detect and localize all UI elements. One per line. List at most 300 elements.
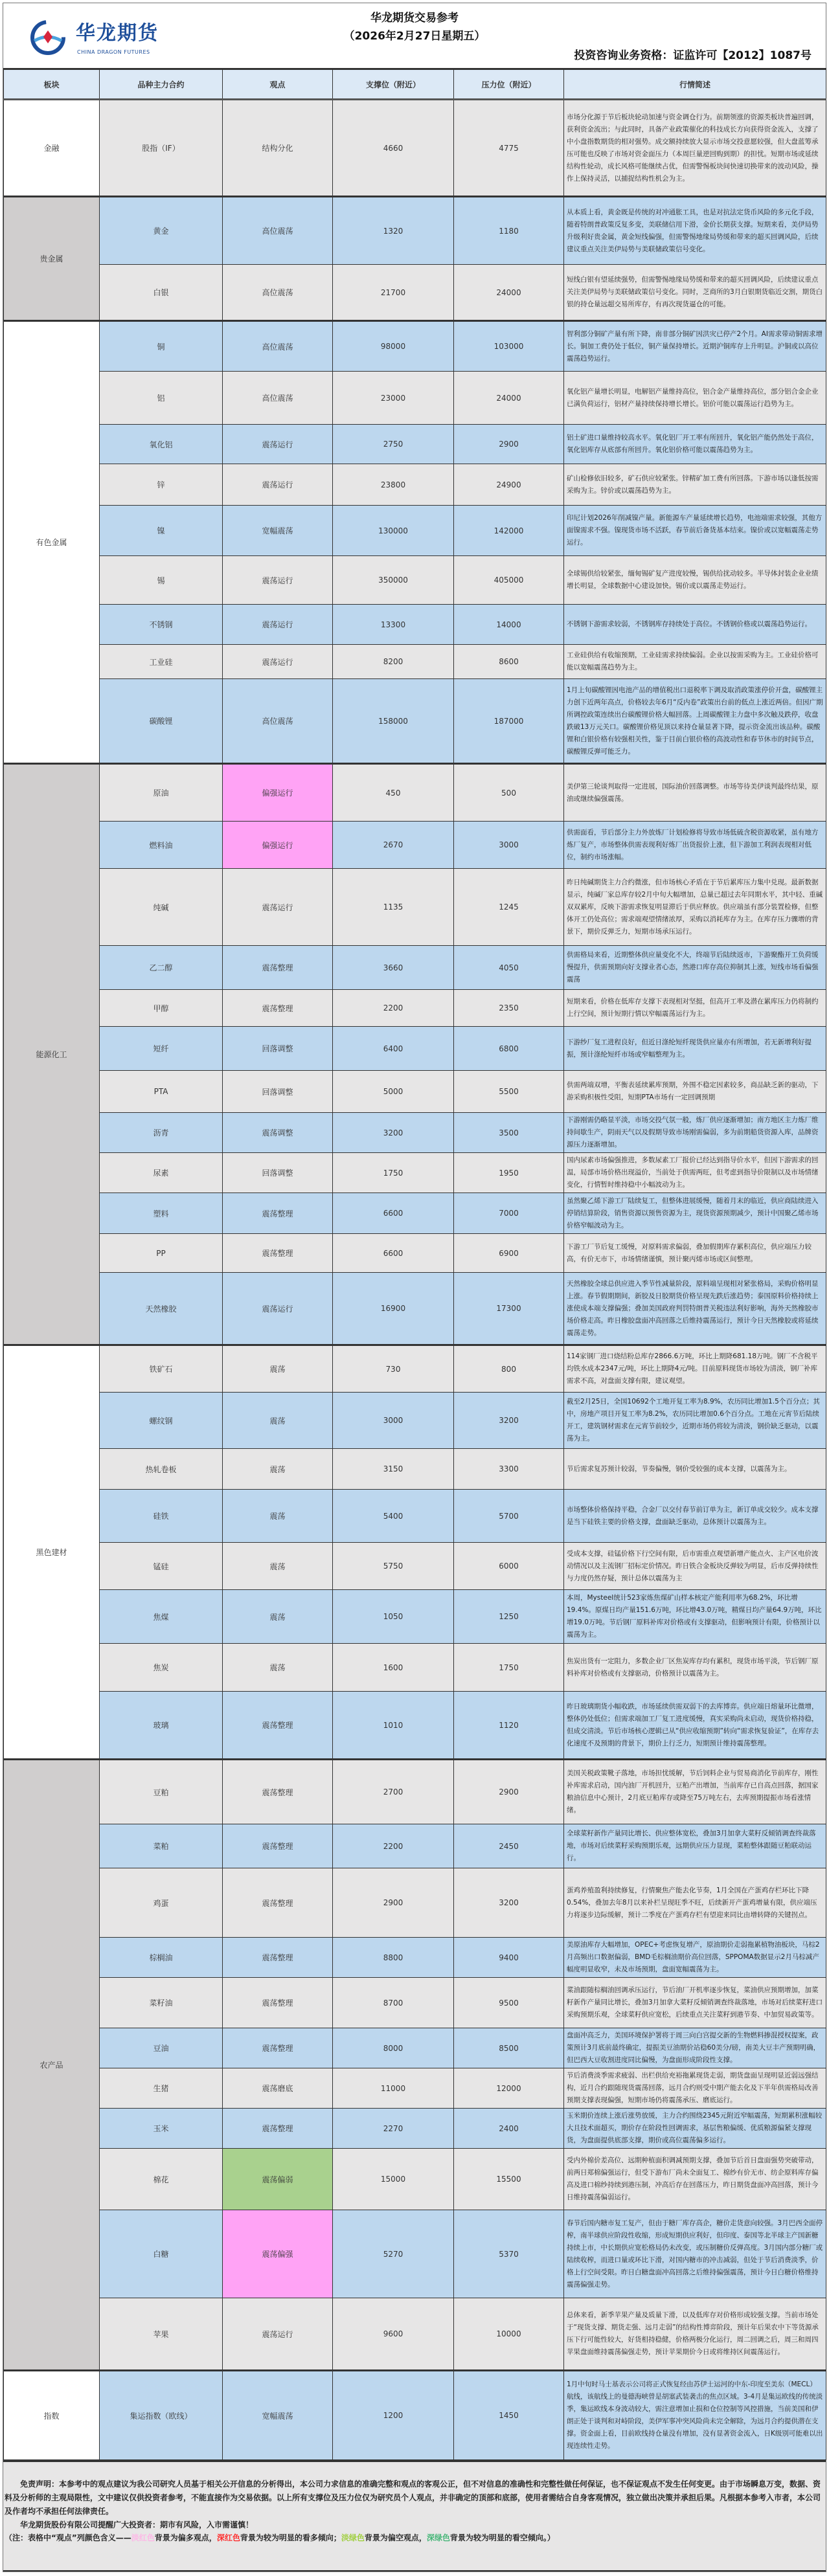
view-cell: 震荡整理	[223, 1692, 333, 1760]
summary-cell: 受内外棉价差高位、远期种植面积调减预期支撑，叠加节后首日盘面强势突破带动，前两日郑棉偏强运行，但受下游布厂尚未全面复工、棉纱有价无市、纺企原料库存偏高及进口棉纱持续到港压制，冲高后存在回落压力，昨日期货盘面冲高回落，预计今日维持震荡偏弱运行。	[564, 2149, 826, 2210]
sector-cell: 黑色建材	[4, 1345, 100, 1760]
support-cell: 2270	[333, 2109, 454, 2149]
table-row	[4, 990, 826, 1027]
page-frame	[3, 3, 826, 2572]
support-cell: 1200	[333, 2371, 454, 2460]
support-cell: 11000	[333, 2068, 454, 2109]
view-cell: 震荡偏强	[223, 2210, 333, 2298]
table-row	[4, 1868, 826, 1938]
report-title: 华龙期货交易参考	[370, 12, 459, 25]
table-row	[4, 1113, 826, 1153]
contract-cell: 碳酸锂	[100, 679, 223, 764]
resistance-cell: 3000	[454, 822, 564, 869]
resistance-cell: 1120	[454, 1692, 564, 1760]
view-cell: 震荡整理	[223, 1760, 333, 1824]
contract-cell: 工业硅	[100, 645, 223, 679]
summary-cell: 工业硅供给有收缩预期，工业硅需求持续偏弱。企业以按需采购为主。工业硅价格可能以宽幅震荡趋势为主。	[564, 645, 826, 679]
table-row	[4, 946, 826, 990]
legend-light-green-text: 背景为偏空观点，	[364, 2533, 427, 2542]
contract-cell: 短纤	[100, 1027, 223, 1071]
summary-cell: 114家钢厂进口烧结粉总库存2866.6万吨，环比上期降681.18万吨。钢厂不含税平均铁水成本2347元/吨，环比上期降4元/吨。目前原料现货市场较为清淡，钢厂补库需求不高，对盘面支撑有限，建议观望。	[564, 1345, 826, 1393]
resistance-cell: 8500	[454, 2028, 564, 2068]
summary-cell: 从本质上看，黄金既是传统的对冲通胀工具，也是对抗法定货币风险的多元化手段，随着特朗普政策反复多变，美联储信用下滑，金价长期获支撑。短期来看，美伊局势升级利好贵金属，黄金短线偏强，但需警惕地缘局势缓和带来的超买回调风险，后续建议重点关注美伊局势与美联储政策信号变化。	[564, 197, 826, 265]
summary-cell: 节后消费淡季需求疲弱、出栏供给充裕拖累现货走弱，期货盘面呈现明显近弱远强结构，近月合约跟随现货震荡回落，远月合约则受中期产能去化及下半年供需格局改善预期支撑表现偏强，短期市场仍将震荡承压、磨底运行。	[564, 2068, 826, 2109]
resistance-cell: 6800	[454, 1027, 564, 1071]
table-row	[4, 1644, 826, 1692]
support-cell: 450	[333, 764, 454, 822]
contract-cell: 豆油	[100, 2028, 223, 2068]
support-cell: 158000	[333, 679, 454, 764]
resistance-cell: 1950	[454, 1153, 564, 1193]
table-row	[4, 1393, 826, 1449]
resistance-cell: 142000	[454, 506, 564, 556]
contract-cell: PP	[100, 1234, 223, 1273]
contract-cell: 棉花	[100, 2149, 223, 2210]
support-cell: 4660	[333, 100, 454, 197]
table-row	[4, 556, 826, 605]
resistance-cell: 7000	[454, 1193, 564, 1234]
contract-cell: 菜籽油	[100, 1978, 223, 2028]
table-row	[4, 1978, 826, 2028]
resistance-cell: 2450	[454, 1824, 564, 1868]
table-row	[4, 1345, 826, 1393]
contract-cell: 热轧卷板	[100, 1449, 223, 1490]
resistance-cell: 17300	[454, 1273, 564, 1345]
contract-cell: 豆粕	[100, 1760, 223, 1824]
resistance-cell: 3200	[454, 1868, 564, 1938]
summary-cell: 本周，Mysteel统计523家炼焦煤矿山样本核定产能利用率为68.2%，环比增19.4%。原煤日均产量151.6万吨，环比增43.0万吨，精煤日均产量64.9万吨，环比增19.0万吨。节后钢厂原料补库对价格或有支撑驱动，但影响预计有限，价格预计以震荡为主。	[564, 1590, 826, 1644]
summary-cell: 国内尿素市场偏强推进，多数尿素工厂报价已经达到指导价水平，但因下游需求的回温，局部市场价格出现溢价，当前处于供需两旺，但考虑到指导价限制以及市场情绪变化，行情暂时维持稳中小幅波动为主。	[564, 1153, 826, 1193]
view-cell: 震荡运行	[223, 464, 333, 506]
view-cell: 宽幅震荡	[223, 506, 333, 556]
view-cell: 高位震荡	[223, 265, 333, 321]
view-cell: 震荡磨底	[223, 2068, 333, 2109]
support-cell: 3000	[333, 1393, 454, 1449]
trading-reference-table	[3, 68, 826, 2460]
view-cell: 偏强运行	[223, 822, 333, 869]
contract-cell: 不锈钢	[100, 605, 223, 645]
col-header-sector: 板块	[4, 69, 100, 100]
view-cell: 震荡	[223, 1543, 333, 1590]
col-header-view: 观点	[223, 69, 333, 100]
summary-cell: 下游刚需仍略显平淡，市场交投气氛一般，炼厂供应逐渐增加；南方地区主力炼厂维持间歇生产，阴雨天气以及假期导致市场刚需偏弱，多为前期船货资源入库，品牌资源压力逐渐增加。	[564, 1113, 826, 1153]
report-date: （2026年2月27日星期五）	[343, 30, 486, 43]
table-row	[4, 1027, 826, 1071]
contract-cell: 苹果	[100, 2298, 223, 2371]
contract-cell: 尿素	[100, 1153, 223, 1193]
resistance-cell: 9400	[454, 1938, 564, 1978]
summary-cell: 印尼计划2026年削减镍产量。新能源车产量延续增长趋势，电池端需求较强，其他方面镍需求不强。镍现货市场不活跃，春节前后备货基本结束。镍价或以宽幅震荡走势运行。	[564, 506, 826, 556]
col-header-contract: 品种主力合约	[100, 69, 223, 100]
contract-cell: 玉米	[100, 2109, 223, 2149]
view-cell: 震荡运行	[223, 556, 333, 605]
view-cell: 回落调整	[223, 1071, 333, 1113]
summary-cell: 昨日纯碱期货主力合约微涨，但市场核心矛盾在于节后累库压力集中兑现。最新数据显示，纯碱厂家总库存较2月中旬大幅增加，总量已超过去年同期水平，其中轻、重碱双双累库，反映下游需求恢复明显滞后于供应释放。供应端虽有部分装置检修，但整体开工仍处高位；需求端观望情绪浓厚，采购以消耗库存为主。在库存压力骤增的背景下，期价反弹乏力，短期市场承压运行。	[564, 869, 826, 946]
summary-cell: 矿山检修依旧较多，矿石供应较紧张。锌精矿加工费有所回落。下游市场以逢低按需采购为主。锌价或以震荡趋势为主。	[564, 464, 826, 506]
summary-cell: 虽然聚乙烯下游工厂陆续复工，但整体进展缓慢，随着月末的临近，供应商陆续进入停销结算阶段，销售资源以预售资源为主，现货资源预期减少，预计中国聚乙烯市场价格窄幅波动为主。	[564, 1193, 826, 1234]
view-cell: 震荡整理	[223, 1868, 333, 1938]
support-cell: 2750	[333, 425, 454, 464]
support-cell: 13300	[333, 605, 454, 645]
support-cell: 6400	[333, 1027, 454, 1071]
summary-cell: 菜油跟随棕榈油回调承压运行，节后油厂开机率逐步恢复，菜油供应预期增加，加菜籽新作产量同比增长，叠加3月加拿大菜籽反倾销调查终裁落地，市场对后续菜籽进口采购预期乐观，全球菜籽供应宽松，后续重点关注菜籽到港节奏、中加贸易政策等。	[564, 1978, 826, 2028]
col-header-support: 支撑位（附近）	[333, 69, 454, 100]
summary-cell: 短期来看，价格在低库存支撑下表现相对坚挺，但高开工率及潜在累库压力仍将制约上行空间，预计短期行情以窄幅震荡运行为主。	[564, 990, 826, 1027]
legend-light-red: 淡红色	[131, 2533, 155, 2542]
resistance-cell: 14000	[454, 605, 564, 645]
support-cell: 6600	[333, 1193, 454, 1234]
resistance-cell: 1245	[454, 869, 564, 946]
contract-cell: 锡	[100, 556, 223, 605]
contract-cell: 乙二醇	[100, 946, 223, 990]
table-row	[4, 2149, 826, 2210]
view-cell: 震荡	[223, 1590, 333, 1644]
table-row	[4, 1490, 826, 1543]
contract-cell: 硅铁	[100, 1490, 223, 1543]
table-row	[4, 265, 826, 321]
col-header-summary: 行情简述	[564, 69, 826, 100]
summary-cell: 市场分化源于节后板块轮动加速与资金调仓行为。前期领涨的资源类板块普遍回调，获利资金流出；与此同时，具备产业政策催化的科技成长方向获得资金流入，支撑了中小盘指数期货的相对强势。成交额持续放大显示市场交投意愿较强，但大盘蓝筹承压可能也反映了市场对资金面压力（本周巨量逆回购到期）的担忧。短期市场或延续结构性轮动，成长风格可能继续占优，但需警惕板块间快速切换带来的波动风险，操作上保持灵活，以捕捉结构性机会为主。	[564, 100, 826, 197]
support-cell: 5400	[333, 1490, 454, 1543]
table-row	[4, 1760, 826, 1824]
summary-cell: 全球菜籽新作产量同比增长、供应整体宽松，叠加3月加拿大菜籽反倾销调查终裁落地，市场对后续菜籽采购预期乐观，远期供应压力显现，菜粕整体跟随豆粕联动运行。	[564, 1824, 826, 1868]
resistance-cell: 103000	[454, 321, 564, 372]
contract-cell: 焦煤	[100, 1590, 223, 1644]
summary-cell: 截至2月25日，全国10692个工地开复工率为8.9%，农历同比增加1.5个百分点；其中，房地产项目开复工率为8.2%，农历同比增加0.6个百分点。工地在元宵节后陆续开工，建筑钢材需求在元宵节前较少，近期市场仍将较为清淡，钢价缺乏驱动，以震荡为主。	[564, 1393, 826, 1449]
summary-cell: 下游纱厂复工进程良好，但近日涤纶短纤现货供应量亦有所增加，若无新增利好提振，预计涤纶短纤市场或窄幅整理为主。	[564, 1027, 826, 1071]
view-cell: 高位震荡	[223, 372, 333, 425]
resistance-cell: 500	[454, 764, 564, 822]
support-cell: 1600	[333, 1644, 454, 1692]
contract-cell: 镍	[100, 506, 223, 556]
contract-cell: 白银	[100, 265, 223, 321]
view-cell: 震荡	[223, 1345, 333, 1393]
support-cell: 23800	[333, 464, 454, 506]
summary-cell: 不锈钢下游需求较弱，不锈钢库存持续处于高位。不锈钢价格或以震荡趋势运行。	[564, 605, 826, 645]
view-cell: 震荡整理	[223, 1824, 333, 1868]
risk-reminder: 华龙期货股份有限公司提醒广大投资者：期市有风险，入市需谨慎！	[20, 2520, 254, 2529]
support-cell: 3150	[333, 1449, 454, 1490]
legend-dark-red: 深红色	[216, 2533, 240, 2542]
support-cell: 1050	[333, 1590, 454, 1644]
support-cell: 5000	[333, 1071, 454, 1113]
support-cell: 6600	[333, 1234, 454, 1273]
table-body	[4, 100, 826, 2460]
support-cell: 1320	[333, 197, 454, 265]
sector-cell: 农产品	[4, 1760, 100, 2371]
sector-cell: 能源化工	[4, 764, 100, 1345]
resistance-cell: 6900	[454, 1234, 564, 1273]
table-row	[4, 679, 826, 764]
resistance-cell: 6000	[454, 1543, 564, 1590]
summary-cell: 春节后国内糖市复工复产，但由于糖厂库存高企，糖价走货意向较强。3月巴西全面停榨，南半球供应阶段性收缩，形成短期供应利好，但印度、泰国等北半球主产国新糖持续上市，中长期供应宽松格局仍未改变，或压制糖价反弹高度。3月国内部分糖厂或陆续收榨，而进口量或环比下滑，对国内糖市的冲击减弱，但处于节后消费淡季，价格上行空间受限。昨日白糖盘面冲高回落之后维持偏强震荡，预计今日白糖价格维持震荡偏强走势。	[564, 2210, 826, 2298]
resistance-cell: 2900	[454, 1760, 564, 1824]
view-cell: 震荡运行	[223, 1273, 333, 1345]
table-row	[4, 869, 826, 946]
resistance-cell: 8600	[454, 645, 564, 679]
view-cell: 震荡运行	[223, 645, 333, 679]
summary-cell: 玉米期价连续上涨后涨势放缓，主力合约围绕2345元附近窄幅震荡，短期累积涨幅较大且技术面超买，期价存在阶段性回调需求，基层售粮偏缓、优质粮源偏紧支撑现货，为盘面提供底部支撑，期价或高位震荡偏多运行。	[564, 2109, 826, 2149]
table-row	[4, 2210, 826, 2298]
support-cell: 350000	[333, 556, 454, 605]
support-cell: 2200	[333, 990, 454, 1027]
view-cell: 震荡	[223, 1644, 333, 1692]
contract-cell: 股指（IF）	[100, 100, 223, 197]
support-cell: 130000	[333, 506, 454, 556]
resistance-cell: 5700	[454, 1490, 564, 1543]
contract-cell: 铝	[100, 372, 223, 425]
resistance-cell: 24000	[454, 372, 564, 425]
contract-cell: 燃料油	[100, 822, 223, 869]
support-cell: 8800	[333, 1938, 454, 1978]
legend-dark-green: 深绿色	[426, 2533, 450, 2542]
view-cell: 高位震荡	[223, 679, 333, 764]
support-cell: 1010	[333, 1692, 454, 1760]
view-cell: 震荡整理	[223, 990, 333, 1027]
summary-cell: 盘面冲高乏力，美国环境保护署将于周三向白宫提交新的生物燃料掺混授权提案，政策预计3月底前最终确定，提振美豆油期价站稳60美分/磅，南美大豆丰产预期明确，但巴西大豆收割进度同比偏慢，为盘面形成阶段性支撑。	[564, 2028, 826, 2068]
legend-dark-green-text: 背景为较为明显的看空倾向。）	[449, 2533, 555, 2542]
contract-cell: 焦炭	[100, 1644, 223, 1692]
view-cell: 震荡	[223, 1490, 333, 1543]
view-cell: 震荡调整	[223, 1113, 333, 1153]
view-cell: 高位震荡	[223, 197, 333, 265]
support-cell: 5270	[333, 2210, 454, 2298]
resistance-cell: 2350	[454, 990, 564, 1027]
resistance-cell: 15500	[454, 2149, 564, 2210]
sector-cell: 指数	[4, 2371, 100, 2460]
support-cell: 5750	[333, 1543, 454, 1590]
table-row	[4, 605, 826, 645]
support-cell: 1750	[333, 1153, 454, 1193]
support-cell: 3660	[333, 946, 454, 990]
resistance-cell: 1450	[454, 2371, 564, 2460]
support-cell: 8700	[333, 1978, 454, 2028]
summary-cell: 节后需求复苏预计较弱，节奏偏慢，钢价受较强的成本支撑，以震荡为主。	[564, 1449, 826, 1490]
contract-cell: 玻璃	[100, 1692, 223, 1760]
summary-cell: 智利部分铜矿产量有所下降，南非部分铜矿因洪灾已停产2个月。AI需求带动铜需求增长。铜加工费仍处于低位，铜产量保持增长。近期沪铜库存上升明显。沪铜或以高位震荡趋势运行。	[564, 321, 826, 372]
summary-cell: 全球锡供给较紧张，缅甸锡矿复产进度较慢，锡供给扰动较多。半导体封装企业业绩增长明显，全球数据中心建设加快。锡价或以震荡走势运行。	[564, 556, 826, 605]
support-cell: 1135	[333, 869, 454, 946]
contract-cell: 棕榈油	[100, 1938, 223, 1978]
resistance-cell: 405000	[454, 556, 564, 605]
support-cell: 3200	[333, 1113, 454, 1153]
support-cell: 98000	[333, 321, 454, 372]
view-cell: 回落调整	[223, 1153, 333, 1193]
view-cell: 震荡整理	[223, 1938, 333, 1978]
table-row	[4, 1193, 826, 1234]
summary-cell: 焦炭出货有一定阻力，多数企业厂区焦炭库存均有累积，现货市场平淡，节后钢厂原料补库对价格或有支撑驱动，价格预计以震荡为主。	[564, 1644, 826, 1692]
color-legend-note	[5, 2531, 823, 2544]
table-row	[4, 1543, 826, 1590]
view-cell: 高位震荡	[223, 321, 333, 372]
view-cell: 结构分化	[223, 100, 333, 197]
resistance-cell: 9500	[454, 1978, 564, 2028]
contract-cell: 锰硅	[100, 1543, 223, 1590]
contract-cell: 集运指数（欧线）	[100, 2371, 223, 2460]
view-cell: 宽幅震荡	[223, 2371, 333, 2460]
logo-english-name: CHINA DRAGON FUTURES	[77, 49, 150, 55]
contract-cell: 纯碱	[100, 869, 223, 946]
table-header-row	[4, 69, 826, 100]
resistance-cell: 4050	[454, 946, 564, 990]
table-row	[4, 1824, 826, 1868]
summary-cell: 受成本支撑，硅锰价格下行空间有限，后市需重点观望新增产能点火、主产区电价波动情况以及主流钢厂招标定价情况。昨日铁合金板块反弹较为明显，后市反弹持续性与力度仍然存疑，预计总体以震荡为主	[564, 1543, 826, 1590]
summary-cell: 天然橡胶全球总供应进入季节性减量阶段，原料端呈现相对紧张格局，采购价格明显上涨。春节假期期间，新胶及日胶期货价格呈现先跌后涨趋势；泰国原料价格持续上涨使成本端支撑偏强；叠加美国政府判罚特朗普关税违法利好影响，海外天然橡胶市场价格走高。昨日橡胶盘面冲高回落之后维持震荡运行，预计今日天然橡胶或将延续震荡走势。	[564, 1273, 826, 1345]
contract-cell: 黄金	[100, 197, 223, 265]
summary-cell: 美国关税政策靴子落地，市场担忧缓解，节后饲料企业与贸易商消化节前库存，刚性补库需求启动，国内油厂开机回升，豆粕产出增加，当前库存已自高点回落，据国家粮油信息中心预计，2月底豆粕库存或降至75万吨左右，去库预期提振市场看涨情绪。	[564, 1760, 826, 1824]
support-cell: 8000	[333, 2028, 454, 2068]
table-row	[4, 2298, 826, 2371]
sector-cell: 贵金属	[4, 197, 100, 321]
summary-cell: 美伊第三轮谈判取得一定进展，国际油价回落调整。市场等待美伊谈判最终结果，原油或继续偏强震荡。	[564, 764, 826, 822]
resistance-cell: 1180	[454, 197, 564, 265]
summary-cell: 总体来看，新季苹果产量及质量下滑，以及低库存对价格形成较强支撑。当前市场处于“现货支撑、期货走强、远月走弱”的结构性博弈阶段，预计年后果农中下等货源承压下行可能性较大，好货相持稳健，价格两极分化运行，周二回调之后，周三和周四苹果盘面维持震荡偏强走势，预计苹果期价今日或将维持区间震荡运行。	[564, 2298, 826, 2371]
resistance-cell: 10000	[454, 2298, 564, 2371]
summary-cell: 供需两端双增，平衡表延续累库预期，外围不稳定因素较多，商品缺乏新的驱动，下游采购积极性受阻，短期PTA市场有一定回调预期	[564, 1071, 826, 1113]
disclaimer-text: 免责声明：本参考中的观点建议为我公司研究人员基于相关公开信息的分析得出，本公司力求信息的准确完整和观点的客观公正，但不对信息的准确性和完整性做任何保证，也不保证观点不发生任何变更。由于市场瞬息万变，数据、资料及分析师的主观局限性，文中建议仅供投资者参考，不能直接作为交易依据。以上所有支撑位及压力位仅为研究员个人观点，并非确定的顶部和底部，使用者需结合自身客观情况，独立做出决策并承担后果。凡根据本参考入市者，本公司及作者均不承担任何法律责任。	[5, 2480, 821, 2516]
table-row	[4, 372, 826, 425]
table-row	[4, 2371, 826, 2460]
summary-cell: 供需面看，节后部分主力外放炼厂计划检修将导致市场低硫含税资源收紧，虽有地方炼厂复产，市场整体供需表现利好炼厂出货报价上涨，但下游加工利润表现相对低位，制约市场涨幅。	[564, 822, 826, 869]
resistance-cell: 1750	[454, 1644, 564, 1692]
view-cell: 震荡整理	[223, 1978, 333, 2028]
view-cell: 回落调整	[223, 1027, 333, 1071]
summary-cell: 蛋鸡养殖盈利持续修复，行情聚焦产能去化节奏，1月全国在产蛋鸡存栏环比下降0.54%，叠加去年8月以来补栏呈现旺季不旺，后续新开产蛋鸡增量有限，供应端压力将逐步边际缓解，预计二季度在产蛋鸡存栏有望迎来同比由增转降的关键拐点。	[564, 1868, 826, 1938]
table-row	[4, 506, 826, 556]
view-cell: 震荡	[223, 1393, 333, 1449]
report-header	[3, 3, 826, 68]
support-cell: 8200	[333, 645, 454, 679]
table-row	[4, 100, 826, 197]
table-row	[4, 1153, 826, 1193]
legend-prefix: （注：表格中“观点”列颜色含义——	[5, 2533, 131, 2542]
col-header-resistance: 压力位（附近）	[454, 69, 564, 100]
support-cell: 2670	[333, 822, 454, 869]
contract-cell: 鸡蛋	[100, 1868, 223, 1938]
summary-cell: 短线白银有望延续强势，但需警惕地缘局势缓和带来的超买回调风险，后续建议重点关注美伊局势与美联储政策信号变化。同时，芝商所的3月白银期货临近交割，期货白银的持仓量远超交易所库存，有再次现货逼仓的可能。	[564, 265, 826, 321]
contract-cell: 氧化铝	[100, 425, 223, 464]
table-row	[4, 464, 826, 506]
summary-cell: 下游工厂节后复工缓慢，对原料需求偏弱，叠加假期库存累积高位，供应端压力较高，有价无市下，市场情绪谨慎，预计聚丙烯市场或区间整理。	[564, 1234, 826, 1273]
resistance-cell: 24000	[454, 265, 564, 321]
legend-light-red-text: 背景为偏多观点，	[154, 2533, 217, 2542]
table-row	[4, 1692, 826, 1760]
view-cell: 震荡整理	[223, 1234, 333, 1273]
table-row	[4, 2068, 826, 2109]
resistance-cell: 187000	[454, 679, 564, 764]
view-cell: 震荡整理	[223, 2109, 333, 2149]
table-row	[4, 321, 826, 372]
contract-cell: 甲醇	[100, 990, 223, 1027]
contract-cell: 螺纹钢	[100, 1393, 223, 1449]
disclaimer-box	[3, 2460, 826, 2571]
table-row	[4, 645, 826, 679]
support-cell: 15000	[333, 2149, 454, 2210]
resistance-cell: 5500	[454, 1071, 564, 1113]
support-cell: 2200	[333, 1824, 454, 1868]
contract-cell: PTA	[100, 1071, 223, 1113]
view-cell: 震荡整理	[223, 946, 333, 990]
resistance-cell: 24900	[454, 464, 564, 506]
view-cell: 震荡运行	[223, 2298, 333, 2371]
table-row	[4, 1234, 826, 1273]
support-cell: 730	[333, 1345, 454, 1393]
resistance-cell: 3500	[454, 1113, 564, 1153]
summary-cell: 供需格局来看，近期整体供应量变化不大，终端节后陆续返市，下游聚酯开工负荷缓慢提升，供需预期向好支撑业者心态，然港口库存高位抑制其上涨，短线市场看偏强震荡	[564, 946, 826, 990]
support-cell: 2700	[333, 1760, 454, 1824]
resistance-cell: 2400	[454, 2109, 564, 2149]
resistance-cell: 12000	[454, 2068, 564, 2109]
view-cell: 震荡运行	[223, 425, 333, 464]
contract-cell: 生猪	[100, 2068, 223, 2109]
resistance-cell: 5370	[454, 2210, 564, 2298]
view-cell: 偏强运行	[223, 764, 333, 822]
summary-cell: 1月上旬碳酸锂因电池产品的增值税出口退税率下调及取消政策涨停价开盘，碳酸锂主力创下近两年高点，价格较去年6月“反内卷”政策出台前的低点上涨近两倍。但因广期所调控政策连续出台碳酸锂价格大幅回落。上周碳酸锂主力盘中多次触及跌停，收盘跌破13万元关口。碳酸锂价格见顶以来持仓量显著下降，提示资金流出该品种。碳酸锂和白银价格有较强相关性，鉴于目前白银价格的高波动性和春节休市的时间节点，碳酸锂反弹可能乏力。	[564, 679, 826, 764]
legend-light-green: 淡绿色	[341, 2533, 365, 2542]
support-cell: 2900	[333, 1868, 454, 1938]
legend-dark-red-text: 背景为较为明显的看多倾向；	[240, 2533, 341, 2542]
table-row	[4, 1938, 826, 1978]
table-row	[4, 1449, 826, 1490]
resistance-cell: 3200	[454, 1393, 564, 1449]
contract-cell: 铁矿石	[100, 1345, 223, 1393]
logo-chinese-name: 华龙期货	[76, 22, 159, 45]
table-row	[4, 1590, 826, 1644]
resistance-cell: 4775	[454, 100, 564, 197]
view-cell: 震荡	[223, 1449, 333, 1490]
contract-cell: 沥青	[100, 1113, 223, 1153]
table-row	[4, 2028, 826, 2068]
contract-cell: 铜	[100, 321, 223, 372]
view-cell: 震荡偏弱	[223, 2149, 333, 2210]
resistance-cell: 2900	[454, 425, 564, 464]
table-row	[4, 822, 826, 869]
support-cell: 23000	[333, 372, 454, 425]
table-row	[4, 425, 826, 464]
contract-cell: 菜粕	[100, 1824, 223, 1868]
support-cell: 16900	[333, 1273, 454, 1345]
view-cell: 震荡运行	[223, 869, 333, 946]
contract-cell: 白糖	[100, 2210, 223, 2298]
contract-cell: 塑料	[100, 1193, 223, 1234]
summary-cell: 昨日玻璃期货小幅收跌，市场延续供需双弱下的去库博弈。供应端日熔量环比微增，整体仍处低位；但需求端加工厂复工进度缓慢，真实采购尚未启动，现货价格持稳，但成交清淡。节后市场核心逻辑已从“供应收缩预期”转向“需求恢复验证”，在库存去化速度不及预期的背景下，期价上行乏力，短期预计维持震荡整理。	[564, 1692, 826, 1760]
view-cell: 震荡整理	[223, 1193, 333, 1234]
table-row	[4, 2109, 826, 2149]
view-cell: 震荡整理	[223, 2028, 333, 2068]
summary-cell: 市场整体价格保持平稳，合金厂以交付春节前订单为主，新订单成交较少。成本支撑是当下硅铁主要的价格支撑，盘面缺乏驱动，总体预计以震荡为主。	[564, 1490, 826, 1543]
table-row	[4, 1071, 826, 1113]
contract-cell: 原油	[100, 764, 223, 822]
contract-cell: 锌	[100, 464, 223, 506]
contract-cell: 天然橡胶	[100, 1273, 223, 1345]
summary-cell: 氧化铝产量增长明显，电解铝产量维持高位，铝合金产量维持高位，部分铝合金企业已满负荷运行，铝材产量持续保持增长增长。铝价可能以震荡运行趋势为主。	[564, 372, 826, 425]
license-info: 投资咨询业务资格：证监许可【2012】1087号	[574, 49, 812, 62]
table-row	[4, 1273, 826, 1345]
resistance-cell: 3300	[454, 1449, 564, 1490]
support-cell: 21700	[333, 265, 454, 321]
sector-cell: 有色金属	[4, 321, 100, 764]
summary-cell: 美原油库存大幅增加，OPEC+考虑恢复增产，原油期价走弱拖累植物油板块，马棕2月高频出口数据偏弱，BMD毛棕榈油期价高位回落，SPPOMA数据显示2月马棕减产幅度明显收窄，未及市场预期，盘面宽幅震荡为主。	[564, 1938, 826, 1978]
summary-cell: 铝土矿进口量维持较高水平。氧化铝厂开工率有所回升，氧化铝产能仍然处于高位，氧化铝库存从底部有所回升。氧化铝价格可能以震荡趋势为主。	[564, 425, 826, 464]
resistance-cell: 800	[454, 1345, 564, 1393]
table-row	[4, 764, 826, 822]
resistance-cell: 1250	[454, 1590, 564, 1644]
summary-cell: 1月中旬时马士基表示公司将正式恢复经由苏伊士运河的中东-印度至美东（MECL）航线，该航线上的曼德海峡曾是胡塞武装袭击的焦点区域。3-4月是集运欧线的传统淡季，集运欧线本身波动较大，需注意增加止损和仓位控制等风控措施，当前美国和伊朗正处于谈判和对峙阶段，美伊军事冲突风险尚未完全解除，为远月合约提供潜在支撑。资金面上看，目前欧线持仓量没有增加，没有显著资金流入，日K级别可能难以出现连续性走势。	[564, 2371, 826, 2460]
table-row	[4, 197, 826, 265]
view-cell: 震荡运行	[223, 605, 333, 645]
support-cell: 9600	[333, 2298, 454, 2371]
sector-cell: 金融	[4, 100, 100, 197]
